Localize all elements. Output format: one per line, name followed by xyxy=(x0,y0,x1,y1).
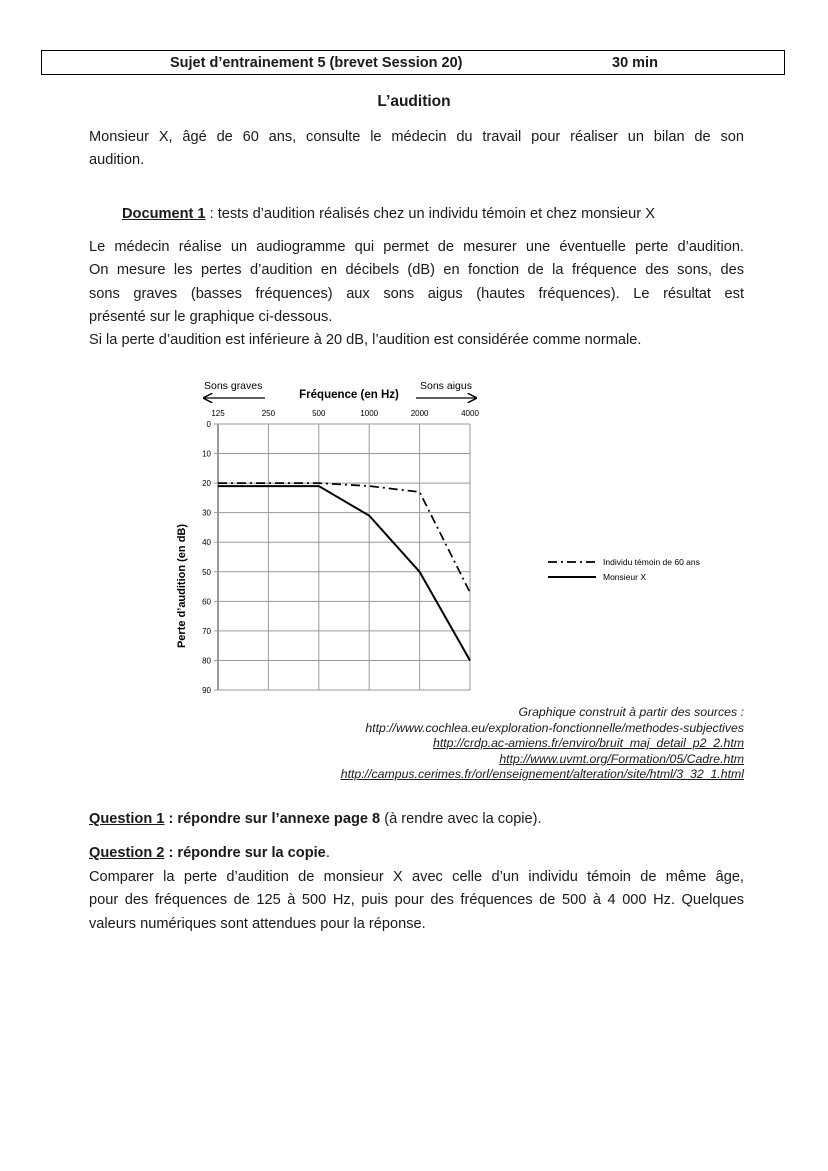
page-title: L’audition xyxy=(377,93,451,110)
y-tick-label: 30 xyxy=(202,508,211,518)
y-tick-label: 20 xyxy=(202,479,211,489)
legend-label: Individu témoin de 60 ans xyxy=(603,557,700,567)
question-2-period: . xyxy=(325,845,330,861)
audiogram-chart xyxy=(160,372,740,700)
source-url[interactable]: http://campus.cerimes.fr/orl/enseignement/alteration/site/html/3_32_1.html xyxy=(340,767,744,781)
header-duration: 30 min xyxy=(612,55,658,71)
question-2-label: Question 2 xyxy=(89,845,165,861)
y-axis-label: Perte d’audition (en dB) xyxy=(176,523,188,649)
question-2 xyxy=(89,845,330,861)
question-1-label: Question 1 xyxy=(89,811,165,827)
y-tick-label: 0 xyxy=(206,420,211,429)
document-1-label: Document 1 xyxy=(122,206,206,222)
doc-line: Si la perte d’audition est inférieure à 20 dB, l’audition est considérée comme normale. xyxy=(89,332,642,349)
x-tick-label: 4000 xyxy=(461,409,479,418)
question-1-note: (à rendre avec la copie). xyxy=(380,811,542,827)
document-1-paragraph xyxy=(89,236,744,352)
chart-title: Fréquence (en Hz) xyxy=(299,389,399,401)
x-tick-label: 1000 xyxy=(360,409,379,418)
y-tick-label: 90 xyxy=(202,686,211,695)
chart-grid xyxy=(214,424,470,690)
doc-line: Le médecin réalise un audiogramme qui permet de mesurer une éventuelle perte d’audition. xyxy=(89,239,744,255)
y-tick-labels xyxy=(202,420,211,695)
question-1 xyxy=(89,811,542,827)
y-tick-label: 40 xyxy=(202,538,211,548)
doc-line: sons graves (basses fréquences) aux sons aigus (hautes fréquences). Le résultat est xyxy=(89,285,744,302)
x-tick-label: 125 xyxy=(211,409,225,418)
question-2-text xyxy=(89,866,744,936)
sons-graves-label: Sons graves xyxy=(204,380,263,392)
legend-label: Monsieur X xyxy=(603,572,646,582)
intro-paragraph xyxy=(89,126,744,173)
x-tick-labels xyxy=(211,409,479,418)
chart-legend xyxy=(548,557,700,582)
document-1-desc: : tests d’audition réalisés chez un individu témoin et chez monsieur X xyxy=(205,206,655,222)
header-box xyxy=(41,50,785,75)
y-tick-label: 10 xyxy=(202,449,211,459)
document-1-title xyxy=(122,206,655,222)
question-2-line: Comparer la perte d’audition de monsieur X avec celle d’un individu témoin de même âge, xyxy=(89,869,744,885)
y-tick-label: 70 xyxy=(202,626,211,636)
sources-heading: Graphique construit à partir des sources : xyxy=(518,705,744,719)
question-1-instruction: : répondre sur l’annexe page 8 xyxy=(164,811,381,827)
x-tick-label: 2000 xyxy=(410,409,429,418)
y-tick-label: 80 xyxy=(202,656,211,666)
question-2-instruction: : répondre sur la copie xyxy=(164,845,326,861)
source-url[interactable]: http://www.cochlea.eu/exploration-fonctionnelle/methodes-subjectives xyxy=(365,720,744,735)
y-tick-label: 60 xyxy=(202,597,211,607)
header-subject: Sujet d’entrainement 5 (brevet Session 20) xyxy=(170,55,463,71)
intro-line: audition. xyxy=(89,152,145,169)
sources-block xyxy=(341,705,744,783)
sons-aigus-label: Sons aigus xyxy=(420,380,472,392)
doc-line: présenté sur le graphique ci-dessous. xyxy=(89,308,333,325)
x-tick-label: 250 xyxy=(261,409,276,418)
doc-line: On mesure les pertes d’audition en décibels (dB) en fonction de la fréquence des sons, des xyxy=(89,262,744,279)
question-2-line: valeurs numériques sont attendues pour la réponse. xyxy=(89,915,426,932)
source-url[interactable]: http://www.uvmt.org/Formation/05/Cadre.htm xyxy=(499,751,744,766)
series-individu-temoin xyxy=(218,483,470,592)
question-2-line: pour des fréquences de 125 à 500 Hz, puis pour des fréquences de 500 à 4 000 Hz. Quelques xyxy=(89,892,744,909)
x-tick-label: 500 xyxy=(312,409,326,418)
source-url[interactable]: http://crdp.ac-amiens.fr/enviro/bruit_maj_detail_p2_2.htm xyxy=(433,736,744,750)
y-tick-label: 50 xyxy=(202,567,211,577)
intro-line: Monsieur X, âgé de 60 ans, consulte le médecin du travail pour réaliser un bilan de son xyxy=(89,129,744,145)
